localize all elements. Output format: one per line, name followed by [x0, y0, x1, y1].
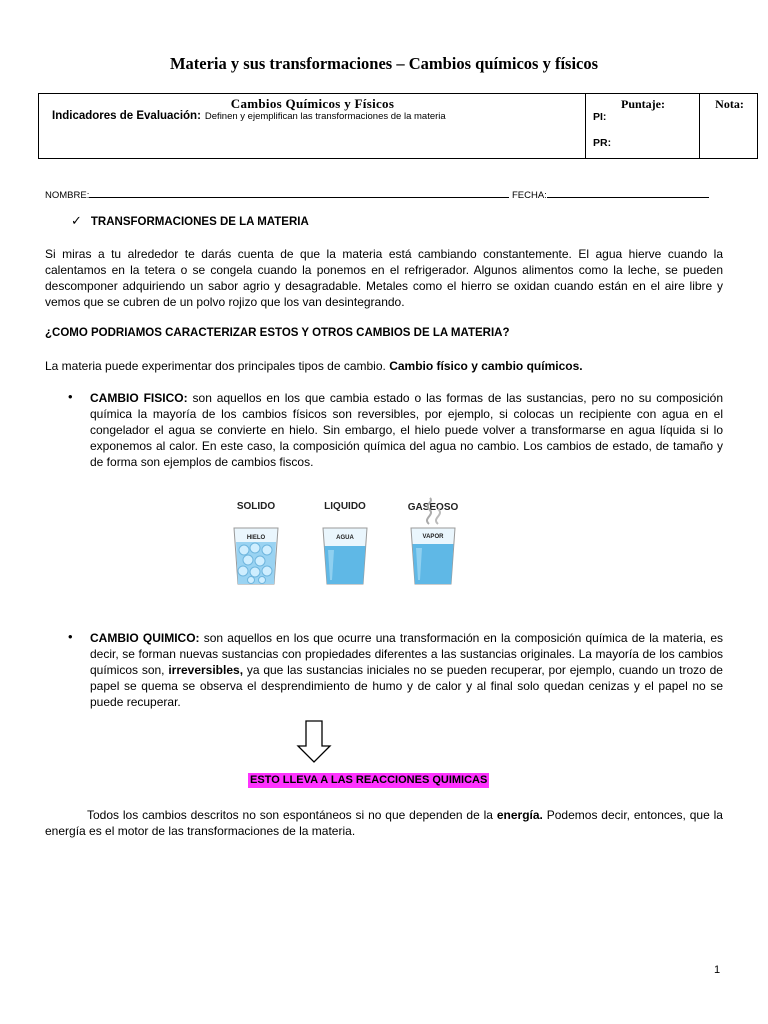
- pi-label: PI:: [593, 111, 607, 123]
- physical-text: son aquellos en los que cambia estado o las formas de las sustancias, pero no su composición química la mayoría de los cambios físicos son reversibles, por ejemplo, si colocas un recipiente con agua en el congelador el agua se convierte en hielo. Sin embargo, el hielo puede volver a transformarse en agua líquida si lo exponemos al calor. En este caso, la composición química del agua no cambio. Los cambios de estado, de tamaño y de forma son ejemplos de cambios fiscos.: [90, 391, 723, 469]
- intro-paragraph: Si miras a tu alrededor te darás cuenta de que la materia está cambiando constantemente. El agua hierve cuando la calentamos en la tetera o se congela cuando la ponemos en el refrigerador. Algunos alimentos como la leche, se pueden descomponer adquiriendo un sabor agrio y desagradable. Metales como el hierro se oxidan cuando están en el aire libre y vemos que se cubren de un polvo rojizo que los van desintegrando.: [45, 247, 723, 309]
- chemical-bold-word: irreversibles,: [168, 663, 244, 677]
- question-heading: ¿COMO PODRIAMOS CARACTERIZAR ESTOS Y OTROS CAMBIOS DE LA MATERIA?: [45, 327, 510, 339]
- pr-label: PR:: [593, 137, 612, 149]
- page-number: 1: [714, 964, 721, 976]
- liquid-label: LIQUIDO: [324, 501, 366, 512]
- evaluation-header-table: [38, 93, 758, 159]
- energy-text-2: Podemos decir, entonces, que la energía es el motor de las transformaciones de la materia.: [45, 808, 723, 838]
- energy-bold-word: energía.: [496, 808, 543, 822]
- down-arrow-icon: [296, 720, 332, 764]
- chemical-text-2: ya que las sustancias iniciales no se pueden recuperar, por ejemplo, cuando un trozo de papel se quema se observa el desprendimiento de humo y de calor y al final solo quedan cenizas y el papel no se puede recuperar.: [90, 663, 723, 709]
- score-label: Puntaje:: [621, 97, 665, 111]
- name-date-line: [45, 188, 709, 201]
- types-intro: La materia puede experimentar dos principales tipos de cambio.: [45, 359, 386, 373]
- chemical-term: CAMBIO QUIMICO:: [90, 631, 200, 645]
- energy-text-1: Todos los cambios descritos no son espontáneos si no que dependen de la: [87, 808, 493, 822]
- bullet-icon: •: [68, 629, 73, 644]
- score-cell: [586, 94, 700, 158]
- name-blank[interactable]: [89, 188, 509, 198]
- physical-change-paragraph: [90, 390, 723, 470]
- types-bold: Cambio físico y cambio químicos.: [389, 359, 583, 373]
- chemical-change-paragraph: [90, 630, 723, 710]
- energy-paragraph: [45, 807, 723, 839]
- solid-label: SOLIDO: [236, 501, 276, 512]
- subject-cell: [39, 94, 586, 158]
- section-heading: [71, 213, 309, 229]
- name-label: NOMBRE:: [45, 190, 90, 201]
- physical-term: CAMBIO FISICO:: [90, 391, 188, 405]
- indicators-text: Definen y ejemplifican las transformaciones de la materia: [204, 111, 446, 122]
- page-title: Materia y sus transformaciones – Cambios químicos y físicos: [169, 54, 599, 73]
- subject-title: Cambios Químicos y Físicos: [230, 96, 395, 111]
- gas-label: GASEOSO: [407, 502, 459, 513]
- water-label: AGUA: [336, 535, 354, 541]
- reactions-highlight: ESTO LLEVA A LAS REACCIONES QUIMICAS: [250, 774, 488, 786]
- bullet-icon: •: [68, 389, 73, 404]
- checkmark-icon: ✓: [71, 213, 82, 228]
- ice-label: HIELO: [246, 535, 266, 541]
- date-blank[interactable]: [547, 188, 709, 198]
- indicators-label: Indicadores de Evaluación:: [52, 110, 201, 122]
- chemical-text-1: son aquellos en los que ocurre una transformación en la composición química de la materia, es decir, se forman nuevas sustancias con propiedades diferentes a las sustancias originales. La mayoría de los cambios químicos son,: [90, 631, 724, 677]
- section-heading-text: TRANSFORMACIONES DE LA MATERIA: [90, 216, 309, 228]
- vapor-label: VAPOR: [422, 534, 444, 540]
- date-label: FECHA:: [511, 190, 547, 201]
- grade-cell: [700, 94, 759, 158]
- evaluation-indicators: [52, 110, 446, 122]
- states-of-matter-figure: [224, 496, 474, 592]
- types-paragraph: [45, 358, 723, 374]
- grade-label: Nota:: [715, 97, 744, 111]
